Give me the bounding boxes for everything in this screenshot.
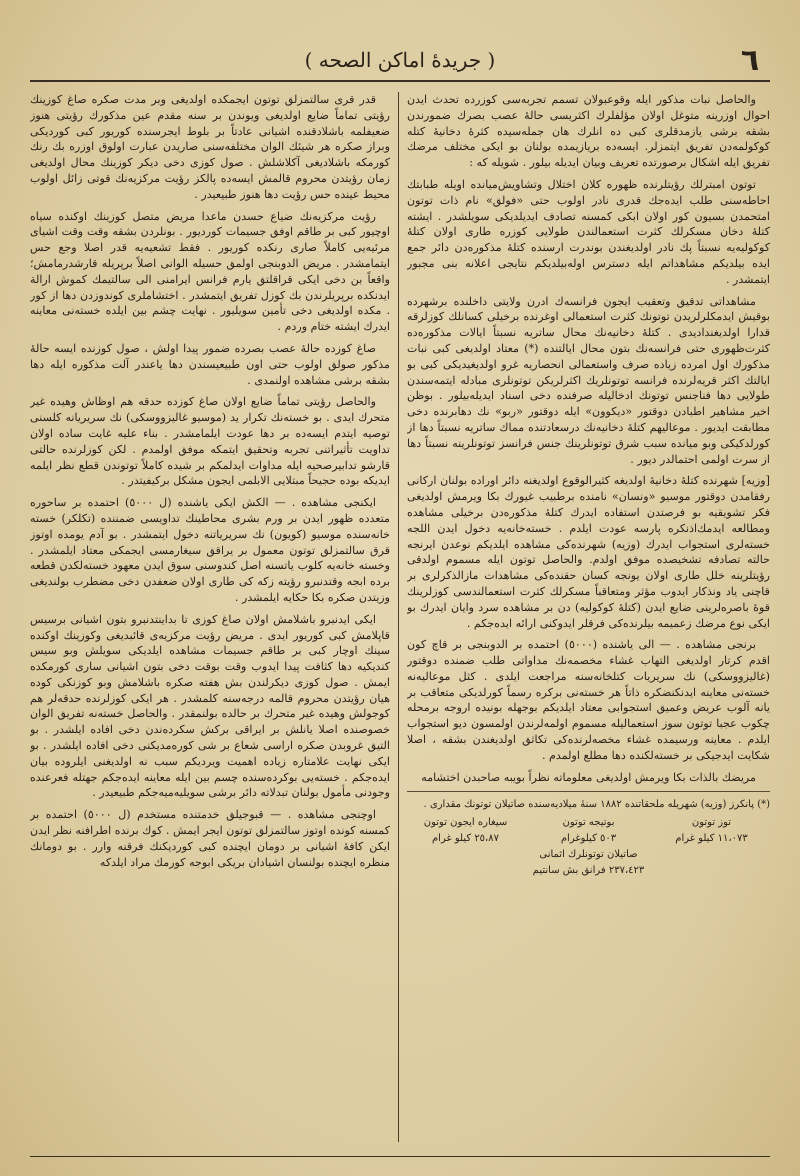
right-paragraph: والحاصل نبات مذكور ايله وقوعبولان تسمم تجربه‌سی كوزرده تحدث ايدن احوال اوزرينه متوغل اولان مؤلفلرك اكثريسی حاله‌ٔ عصب بصرك ضمورندن بشقه برشی يازمدقلری كبی ده انلرك هان جمله‌سيده كثرهٔ دخانيهٔ كتله كوكولمه‌دن تفريق ايتمزلر. ايسه‌ده بريازيمده بولنان بو ايكی مختلف مرضك تفريق ايله اشكال برصورتده تعريف وبيان ايديله بيلور . شويله كه : [407,93,770,170]
page-header [30,40,770,80]
observation-second: ايكنجی مشاهده . — الكش ايكی ياشنده (ل ٥٠٠٠) احتمده بر ساحوره متعدده ظهور ايدن بر ورم بشری محاطينك تداويسی ضمننده (تكلكر) خسته خانه‌سنده موسيو (كويون) نك سريرياتنه دخول ايتمشدر . بو آدم يومده اوتوز قرق سالتمزلق توتون معمول بر يراقق سيغارمسی ايجمكی معتاد ايلمشدر . وخسته خانه‌يه كلوب ياتسنه اصل كندوسنی سوق ايدن معهود خسته‌لكدن قطعه برده ابجه وقتدنبرو رؤيته زكه كی طاری اولان ضعفدن دخی مضطرب بولنديغی وزيتدن صكره بكا حكايه ايلمشدر . [30,496,390,604]
footnote-cell-heading: توز توتون [691,817,732,829]
left-column [30,92,390,1147]
journal-title: ( جريدهٔ اماكن الصحه ) [304,48,496,72]
footnote-cell [653,816,770,880]
footnote-cell [407,816,524,880]
right-paragraph: توتون امبترلك رؤيتلرنده ظهوره كلان اختلال وتشاويش‌ميانده اويله طبابتك احاطه‌سنی طلب ايده‌جك قدری نادر اولوب حتی «فولق» نام ذات توتون امتحمدن بسيون كور اولان ابكی كمسنه تصادف ايديلديكی سويلشدر . ايشته كتلهٔ دخان مسكرلك كثرت استعمالندن طولايی كوزره طاری اولان كتلهٔ كوكوليه‌يه نسبتاً پك نادر اولديغندن بوندرت ارسنده كتلهٔ مذكوره‌دن دائر جمع ايده بيلديكم مشاهداتم ايله دسترس اوله‌بيلديكم نتايجی اعلانه بنی مجبور ايتمشدر . [407,177,770,286]
observation-first: برنجی مشاهده . — الی ياشنده (٥٠٠٠) احتمده بر الدوبنجی بر قاچ كون اقدم كرتار اولديغی التهاب غشاء مخصمه‌نك مداواتی طلب ضمنده دوقتور (غاليزووسكی) نك سريريات كتلخانه‌سنه مراجعت ايلدی . كثل موعاليه‌نه خسته‌نی معاينه ايدنكنضكره ذاتاً هر خسته‌نی بركره رسماً كورلديكی متعاقب بر يانه آلوب عريض وعميق استجوابی معتاد ايلديكم بوجهله بونيده اروجه برمحله چكوب عجبا توتون سوز استعماليله مسموم اولمه‌لرندن اولمسون ديو استجواب ايلدم . معاينه ورسيمده غشاء مخصه‌لرنده‌كی تكاثق اولديغندن بشقه ، اصلا شكايت ايدجيكی بر خسته‌لكنده دها مطلع اولمدم . [407,638,770,762]
header-rule [30,80,770,82]
footnote-cell-value: ٥٠٣ كيلوغرام [560,833,617,845]
left-paragraph: ايكی ايدنبرو باشلامش اولان صاغ كوزی تا بداينتدنبرو بتون اشيانی برسيس قاپلامش كبی كوريور ايدی . مريض رؤيت مركزيه‌ی قائبديغی وكوزينك اوكنده سينك اوچار كبی بر طاقم جسيمات مشاهده ايلديكی سويلش وبو سيس كنديكيه دها كثافت پيدا ايدوب وقت بوقت دخی بتون اشيانی ساری كورمكده ايمش . صول كوزی ديكرلندن بش هفته صكره باشلامش وبو كوزنكی كوده هيان رؤيتدن محروم قالمه درجه‌سنه كلمشدر . هر ايكی كوزلرنده حدقه‌لر هم كوجولش وهيده غير متحرك بر حالده بولنمقدر . والحاصل خسته‌نه تفريق الوان خصوصنده اصلا يانلش بر ايراقی بركش سكرده‌ندن دخی افاده ايلشدر . بو التيق غروبدن صكره اراسی شعاع بر شی كوره‌مديكنی دخی افاده ايلشدر . بو ايكی نهايت علامتاره زياده اهميت ويرديكم سبب نه اولديغنی ايلروده بيان ايده‌جكم . خسته‌يی بوكرده‌سنده چسم بين ايله معاينه ايده‌جكم جهتله فعرعنده وجودنی مأمول بولنان تبدلاته دائر برشی سويليه‌ميه‌جكم طبيعيدر . [30,612,390,800]
footnote-cell-value: ١١،٠٧٣ كيلو غرام [675,833,748,845]
left-paragraph: قدر قری سالتمزلق توتون ايجمكده اولديغی وبر مدت صكره صاغ كوزينك رؤيتی تماماً ضايع اولديغی ويوندن بر سنه مقدم عين مذكورك رؤيتی هنوز ضعيفلمه باشلادقنده اشيانی عادتاً بر بلوط ايجرسنده كوريور كبی كورديكی وبراز صكره هر شيئك الوان مختلفه‌سنی صاريدن عبارت اولوق اوزره بك رنك كورمكه باشلاديغی آكلاشلش . صول كوزی دخی ديكر كوزينك محال اولديغی زمان رؤيتدن محروم قالمش ايسه‌ده پالكز رؤيت مركزيه‌نك قوتی زائل اولوب محيط عينده حس رؤيت دها هنوز طبيعيدر . [30,93,390,201]
footnote-separator [407,791,770,792]
footnote-cell-value: ٢٣٧،٤٢٣ فرانق بش سانتيم [532,865,645,877]
left-paragraph: رؤيت مركزيه‌نك ضياع حسدن ماعدا مريض متصل كوزينك اوكنده سياه اوچيور كبی بر طاقم اوفق جسيمات كورديور . بونلردن بشقه وقت وقت اشيای مرئيه‌يی كاملاً صاری رنكده كوريور . فقط تشعيه‌يه قدر اصلا وجع حس ايتمامشدر . مريض الدوبنجی اولمق حسيله الوانی اصلاً برپريله قارشدرمامش؛ واقعاً بن دخی ايكی قراقلتق يارم فرانس ايرامنی الی سالتيمك كموش ارالة ايدنكده برپريلرندن بك كوزل تفريق ايتمشدر . اختشاملری كوندوزدن دها از كور . مكده اولديغی دخی تأمين سويليور . نهايت چشم بين ايلده خسته‌نی معاينه ايدرك ايشته ختام وردم . [30,209,390,334]
footnote-table [407,816,770,880]
right-column [407,92,770,1147]
footnote-cell-value: ٢٥،٨٧ كيلو غرام [431,833,500,845]
observation-third: اوچنجی مشاهده . — قبوجيلق خدمتنده مستخدم (ل ٥٠٠٠) احتمده بر كمسنه كونده اوتوز سالتمزلق توتون ايجر ايمش . كوك برنده اطرافنه نظر ايدن ايكن كافهٔ اشيانی بر دومان ايچنده كبی كورديكنك فرقنه وارر . بو دومانك منظره ايچنده بولنسان اشيادان بريكی ابوجه كورمك مراد ايلدكه [30,808,390,869]
left-paragraph: صاغ كوزده حاله‌ٔ عصب بصرده ضمور پيدا اولش ، صول كوزنده ايسه حاله‌ٔ مذكور صولق اولوب حتی اون طبيعيسندن دها ياعندر آلت مذكوره ايله دها بشقه برشی مشاهده اولنمدی . [30,341,390,387]
footnote-cell-heading: سيغاره ايجون توتون [423,817,508,829]
footnote-cell-heading: بوتيجه توتون [562,817,615,829]
left-paragraph: والحاصل رؤيتی تماماً ضايع اولان صاغ كوزده حدقه هم اوظاش وهيده غير متحرك ايدی . بو خسته‌نك تكرار يد (موسيو غاليزووسكی) نك سريريانه كلسنی توصيه ايتدم ايسه‌ده بر دها عودت ايلمامشدر . بناء عليه غايت ساده اولان تداويت تأثيراتنی تجربه وتحقيق ايتمكه موفق اولمدم . لكن كوزلرنده حالتی قارشو تدابيرصحيه ايله مداوات ايدلمكم بر شيده كاملاً توتوندن قطع نظر ايلمه ايديكه بوده حجيحاً مبتلايی الابلمی ايجون مشكل بركيفيتدر . [30,395,390,488]
right-last-line: مريضك بالذات بكا ويرمش اولديغی معلوماته نظراً بويبه صاحبدن اختشامه [421,770,756,784]
footer-rule [30,1156,770,1157]
footnote [407,798,770,880]
footnote-cell [530,816,647,880]
right-paragraph: مشاهداتی تدقيق وتعقيب ايجون فرانسه‌ك ادرن ولايتی داخلنده برشهرده بوقيش ايدمكلرلريدن توتونك كثرت استعمالی اوغرنده برخيلی كسانلك كوزلرقه قدارا اولديغنداديدی . كتلهٔ دخانيه‌نك محال ساتريه نسبتاً ايالات مذكوره‌ده كثرت‌ظهوری حتی فرانسه‌نك بتون محال ايالتنده (*) معتاد اولديغی كبی نبات مذكورك اول امرده زياده صرف واستعمالی انحصاريه غرو اولديغيديكی كبی بو ايالتك اكثر قريه‌لرنده فرانسه توتونلريك اكثرلريكن توتونلری مبادله ايتمه‌سندن طولايی دها فناجنس توتونك ادخاليله صرفنده دخی اسناد ايديله‌بيلور . بوظن اخير مشاهير اطبادن دوقتور «ديكوون» ايله دوقتور «ربو» نك دهابرنده دخی مطابقت ايديور . موعاليهم كتلهٔ دخانيه‌نك درسعادتنده مماك ساتريه نسبتاً دها از كورلدكيكی وبو ميانده سبب شرق توتونلرينك جنس فرانسز توتونلرينه نسبتاً دها از سرت اولمی احتمالدر ديور . [407,294,770,466]
column-divider [398,92,399,1142]
footnote-cell-heading: صاتيلان توتونلرك اثمانی [539,849,638,861]
page-number: ٦ [740,42,760,78]
right-paragraph-bracket: [وزيه] شهرنده كتلهٔ دخانيهٔ اولديغه كثيرالوقوع اولديغنه دائر اوراده بولنان اركانی رفقامدن دوقتور موسيو «ونسان» نامنده برطبيب غيورك بكا ويرمش اولديغی فكر تشويقيه بو فرصتدن استفاده ايدرك كتلهٔ مذكوره‌دن برخيلی مشاهده ومطالعه ايدمك‌اذنكره پارسه عودت ايلدم . خسته‌خانه‌يه دخول ايدن اللجه خسته‌لری استجواب ايدرك (وزيه) شهرنده‌كی مشاهده ايلديكم نوعدن ايرنجه حالته تصادفه تشخيصده موفق اولدم. والحاصل توتون ايله مسموم اولدقی رؤيتلرينه خلل طاری اولان يونجه كسان حقنده‌كی مشاهدات مازالذكرلری بر قاچنی ياد ونذكار ايدوب مؤثر ومتعاقباً مسكرلك كثرت استعمالندسی كوزلرينك قوه‌ٔ باصره‌لرينی ضايع ايدن (كتلهٔ كوكوليه) دن بر مشاهده سرد وايان ايدرك بو ايكی نوع مرضك زعميمه بيلرنده‌كی فرقلر ايدوكنی ارائه ايده‌جكم . [407,474,770,630]
footnote-title: (*) پانكرز (وزيه) شهريله ملحقاتنده ١٨٨٢ سنهٔ ميلاديه‌سنده صاتيلان توتونك مقداری . [423,799,770,811]
